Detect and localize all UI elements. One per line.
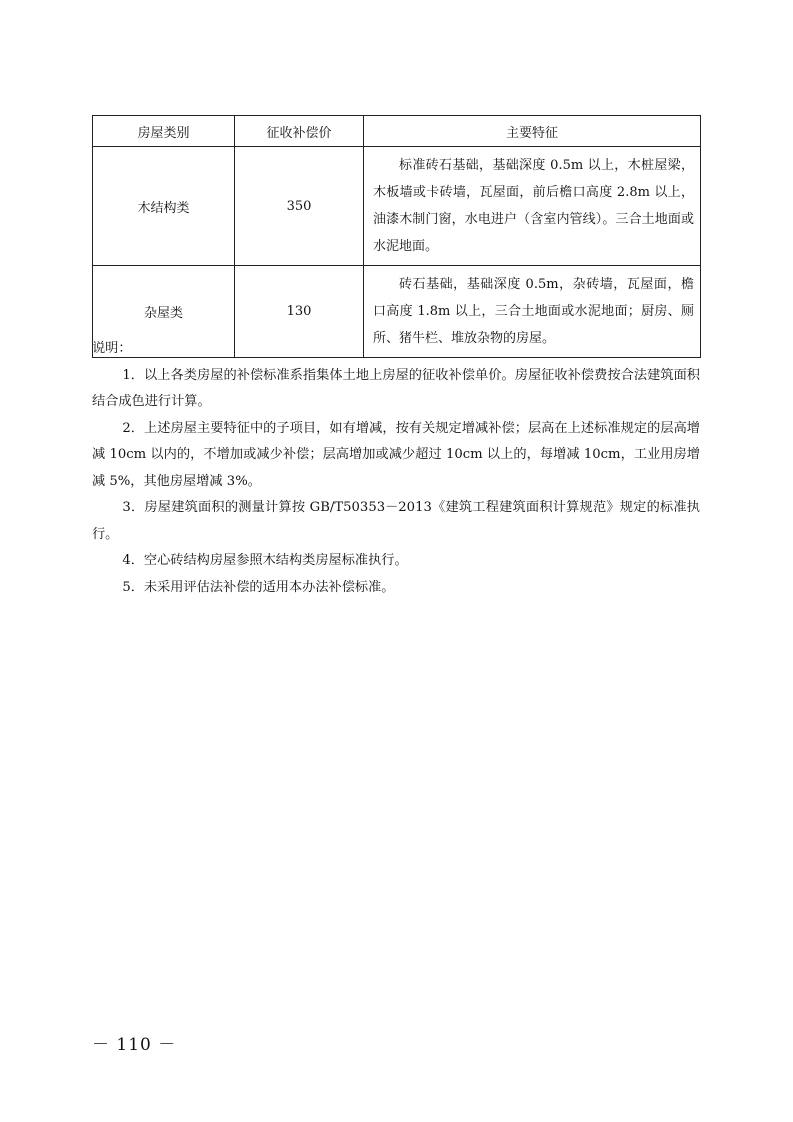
row-price: 350 — [235, 147, 364, 266]
header-price: 征收补偿价 — [235, 116, 364, 147]
row-features: 砖石基础，基础深度 0.5m，杂砖墙，瓦屋面，檐口高度 1.8m 以上，三合土地面或水泥地面；厨房、厕所、猪牛栏、堆放杂物的房屋。 — [364, 266, 701, 358]
header-category: 房屋类别 — [93, 116, 235, 147]
table-row — [93, 147, 701, 266]
row-features: 标准砖石基础，基础深度 0.5m 以上，木桩屋梁，木板墙或卡砖墙，瓦屋面，前后檐口高度 2.8m 以上，油漆木制门窗，水电进户（含室内管线）。三合土地面或水泥地面。 — [364, 147, 701, 266]
table-header-row — [93, 116, 701, 147]
row-price: 130 — [235, 266, 364, 358]
notes-title: 说明： — [92, 341, 132, 356]
notes-section — [92, 336, 700, 601]
page-number: － 110 － — [92, 1035, 177, 1055]
header-features: 主要特征 — [364, 116, 701, 147]
row-category: 木结构类 — [93, 147, 235, 266]
note-item: 5．未采用评估法补偿的适用本办法补偿标准。 — [122, 579, 395, 595]
compensation-table-container — [92, 115, 700, 358]
row-category: 杂屋类 — [93, 266, 235, 358]
compensation-table — [92, 115, 701, 358]
note-item: 3．房屋建筑面积的测量计算按 GB/T50353－2013《建筑工程建筑面积计算规范》规定的标准执行。 — [92, 500, 700, 542]
note-item: 1．以上各类房屋的补偿标准系指集体土地上房屋的征收补偿单价。房屋征收补偿费按合法建筑面积结合成色进行计算。 — [92, 367, 700, 409]
note-item: 2．上述房屋主要特征中的子项目，如有增减，按有关规定增减补偿；层高在上述标准规定的层高增减 10cm 以内的，不增加或减少补偿；层高增加或减少超过 10cm 以上的，每增减 10cm，工业用房增减 5%，其他房屋增减 3%。 — [92, 420, 700, 489]
note-item: 4．空心砖结构房屋参照木结构类房屋标准执行。 — [122, 553, 408, 568]
